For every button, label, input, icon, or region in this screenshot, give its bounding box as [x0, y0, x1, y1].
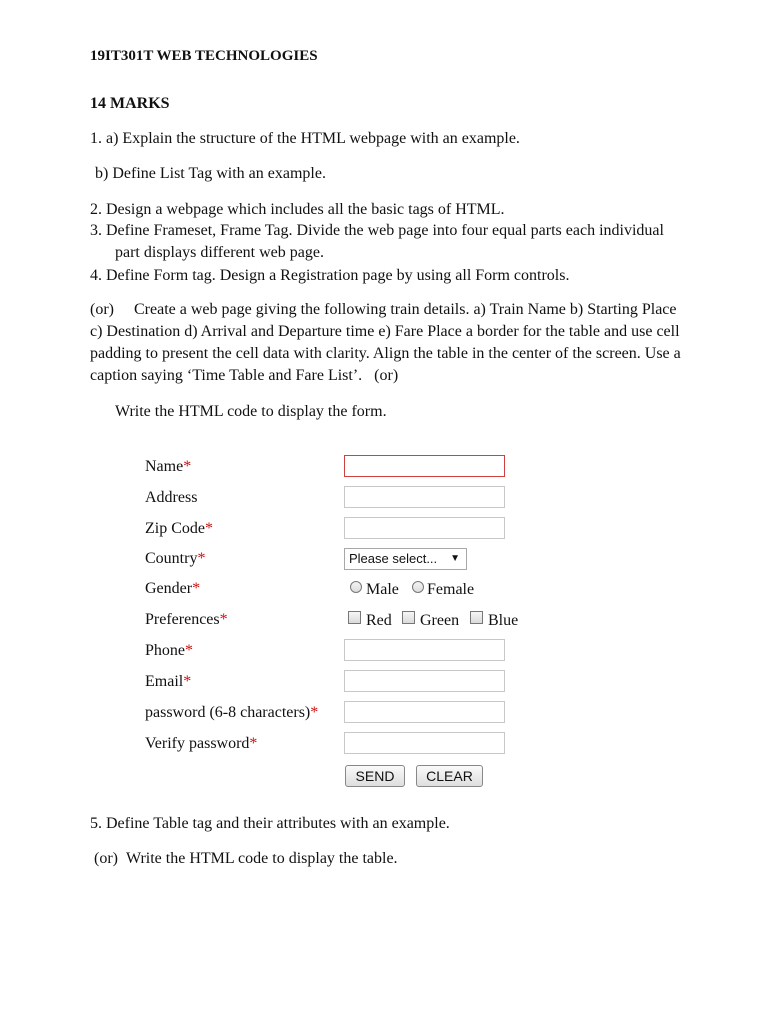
- pref-red-checkbox[interactable]: [348, 611, 361, 624]
- question-1b: b) Define List Tag with an example.: [95, 165, 326, 182]
- label-email: Email*: [145, 673, 192, 690]
- question-2: 2. Design a webpage which includes all the basic tags of HTML.: [90, 201, 505, 218]
- gender-male-radio[interactable]: [350, 581, 362, 593]
- required-marker: *: [249, 735, 258, 752]
- required-marker: *: [219, 611, 228, 628]
- question-5-or: (or) Write the HTML code to display the table.: [94, 850, 398, 867]
- clear-button[interactable]: CLEAR: [416, 765, 483, 787]
- question-4-form-intro: Write the HTML code to display the form.: [115, 403, 387, 420]
- required-marker: *: [183, 458, 192, 475]
- label-preferences: Preferences*: [145, 611, 228, 628]
- email-input[interactable]: [344, 670, 505, 692]
- label-phone: Phone*: [145, 642, 193, 659]
- question-3-line2: part displays different web page.: [115, 244, 324, 261]
- pref-blue-checkbox[interactable]: [470, 611, 483, 624]
- gender-male-label: Male: [366, 581, 399, 598]
- pref-green-label: Green: [420, 612, 460, 629]
- required-marker: *: [185, 642, 193, 659]
- required-marker: *: [310, 704, 319, 721]
- course-title: 19IT301T WEB TECHNOLOGIES: [90, 48, 318, 64]
- label-country: Country*: [145, 550, 206, 567]
- chevron-down-icon: ▼: [450, 553, 460, 564]
- section-heading: 14 MARKS: [90, 95, 170, 112]
- pref-red-label: Red: [366, 612, 392, 629]
- label-name: Name*: [145, 458, 192, 475]
- name-input[interactable]: [344, 455, 505, 477]
- required-marker: *: [197, 550, 206, 567]
- gender-female-radio[interactable]: [412, 581, 424, 593]
- verify-password-input[interactable]: [344, 732, 505, 754]
- question-4: 4. Define Form tag. Design a Registration page by using all Form controls.: [90, 267, 570, 284]
- label-gender: Gender*: [145, 580, 201, 597]
- label-password: password (6-8 characters)*: [145, 704, 319, 721]
- country-select[interactable]: Please select... ▼: [344, 548, 467, 570]
- question-4-or: (or) Create a web page giving the following train details. a) Train Name b) Starting Place c) Destination d) Arrival and Departure time e) Fare Place a border for the table and use cell padding to present the cell data with clarity. Align the table in the center of the screen. Use a caption saying ‘Time Table and Fare List’. (or): [90, 301, 681, 384]
- address-input[interactable]: [344, 486, 505, 508]
- send-button[interactable]: SEND: [345, 765, 405, 787]
- label-address: Address: [145, 489, 198, 506]
- pref-blue-label: Blue: [488, 612, 519, 629]
- zip-input[interactable]: [344, 517, 505, 539]
- question-1a: 1. a) Explain the structure of the HTML webpage with an example.: [90, 130, 520, 147]
- required-marker: *: [183, 673, 192, 690]
- phone-input[interactable]: [344, 639, 505, 661]
- question-5: 5. Define Table tag and their attributes with an example.: [90, 815, 450, 832]
- required-marker: *: [192, 580, 201, 597]
- password-input[interactable]: [344, 701, 505, 723]
- label-zip: Zip Code*: [145, 520, 213, 537]
- required-marker: *: [205, 520, 213, 537]
- question-3-line1: 3. Define Frameset, Frame Tag. Divide the web page into four equal parts each individual: [90, 222, 664, 239]
- pref-green-checkbox[interactable]: [402, 611, 415, 624]
- gender-female-label: Female: [427, 581, 475, 598]
- label-verify-password: Verify password*: [145, 735, 258, 752]
